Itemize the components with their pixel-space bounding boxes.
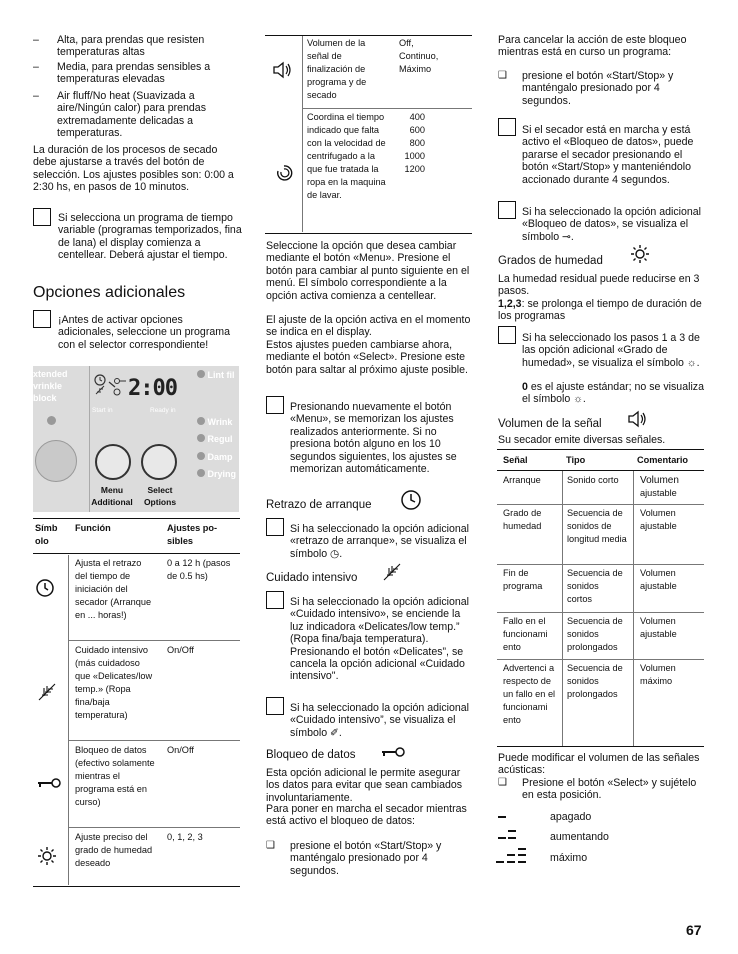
note-box	[498, 201, 516, 219]
table-divider	[562, 471, 563, 746]
note-box	[33, 310, 51, 328]
speaker-icon	[272, 61, 294, 84]
grados-steps: 1,2,3: se prolonga el tiempo de duración de los programas	[498, 298, 702, 323]
row-rule	[68, 740, 240, 741]
ready-in-label: Ready in	[150, 407, 176, 414]
table-cell-settings: On/Off	[167, 645, 194, 655]
speaker-icon	[627, 410, 649, 433]
row-rule	[497, 564, 704, 565]
table-top-rule	[265, 35, 472, 36]
checkbox-icon: ❑	[266, 840, 275, 851]
volumen-sub: Su secador emite diversas señales.	[498, 434, 666, 446]
sun-icon	[37, 846, 57, 871]
clock-icon	[35, 578, 55, 603]
vol-cell: Secuencia de sonidos cortos	[567, 568, 623, 604]
vol-header-signal: Señal	[503, 455, 528, 465]
feather-icon	[382, 562, 404, 587]
grados-zero: 0 es el ajuste estándar; no se visualiza el símbolo ☼.	[522, 381, 704, 406]
table-header-function: Función	[75, 523, 111, 533]
bloqueo-bullet: presione el botón «Start/Stop» y manténgalo presionado por 4 segundos.	[290, 840, 442, 877]
control-panel-image: xtended vrinkle block 2:00 Start in Ready in Menu Additional Select Options Lint fil Wrink Regul Damp Drying	[33, 366, 239, 512]
table-bottom-rule	[265, 233, 472, 234]
bullet-item: – Air fluff/No heat (Suavizada a aire/Ningún calor) para prendas extremadamente delicadas a temperaturas.	[33, 90, 206, 140]
indicator-light	[47, 416, 56, 425]
bullet-item: – Alta, para prendas que resisten temperaturas altas	[33, 34, 205, 59]
vol-cell: Secuencia de sonidos prolongados	[567, 663, 623, 699]
vol-cell: Sonido corto	[567, 475, 619, 485]
table-cell-function: Bloqueo de datos (efectivo solamente mientras el programa está en curso)	[75, 745, 155, 807]
menu-label: Menu Additional	[91, 485, 133, 507]
table-divider	[302, 36, 303, 232]
select-label: Select Options	[143, 485, 177, 507]
table-bottom-rule	[497, 746, 704, 747]
note-box	[498, 118, 516, 136]
table-cell-function: Cuidado intensivo (más cuidadoso que «Delicates/low temp.» (Ropa fina/baja temperatura)	[75, 645, 153, 720]
table-header-settings: Ajustes po- sibles	[167, 523, 218, 546]
key-icon	[380, 745, 406, 764]
table-header-rule	[497, 470, 704, 471]
row-rule	[497, 659, 704, 660]
row-rule	[68, 640, 240, 641]
retrazo-heading: Retrazo de arranque	[266, 499, 372, 511]
vol-cell: Advertenci a respecto de un fallo en el funcionami ento	[503, 663, 556, 725]
bloqueo-text-2: Para poner en marcha el secador mientras está activo el bloqueo de datos:	[266, 803, 467, 828]
table-cell-function: Volumen de la señal de finalización de programa y de secado	[307, 38, 367, 100]
table-header-rule	[33, 553, 240, 554]
note-selected: Si ha seleccionado la opción adicional «Bloqueo de datos», se visualiza el símbolo ⊸.	[522, 206, 702, 243]
panel-left-labels: xtended vrinkle block	[33, 369, 68, 403]
menu-button[interactable]	[95, 444, 131, 480]
vol-cell: Volumen ajustable	[640, 616, 677, 639]
vol-cell: Secuencia de sonidos de longitud media	[567, 508, 627, 544]
table-cell-function: Ajusta el retrazo del tiempo de iniciación del secador (Arranque en ... horas!)	[75, 558, 152, 620]
vol-header-comment: Comentario	[637, 455, 689, 465]
table-cell-function: Coordina el tiempo indicado que falta con la velocidad de centrifugado a la que fue tratada la ropa en la maquina de lavar.	[307, 112, 386, 200]
modify-paragraph: Puede modificar el volumen de las señales acústicas:	[498, 752, 700, 777]
bloqueo-heading: Bloqueo de datos	[266, 749, 356, 761]
bullet-item: – Media, para prendas sensibles a temperaturas elevadas	[33, 61, 211, 86]
modify-bullet: Presione el botón «Select» y sujételo en esta posición.	[522, 777, 697, 802]
select-paragraph: Seleccione la opción que desea cambiar mediante el botón «Menu». Presione el botón para cambiar al punto siguiente en el menú. El símbolo correspondiente a la opción activa comienza a centellear.	[266, 240, 470, 302]
vol-cell: Arranque	[503, 475, 541, 485]
table-cell-settings: Off, Continuo, Máximo	[399, 38, 439, 74]
sun-icon	[630, 244, 650, 269]
row-rule	[497, 612, 704, 613]
row-rule	[497, 504, 704, 505]
vol-cell: Volumen ajustable	[640, 568, 677, 591]
vol-cell: Secuencia de sonidos prolongados	[567, 616, 623, 652]
table-cell-settings: 400 600 800 1000 1200	[404, 112, 425, 174]
note-press-text: Presionando nuevamente el botón «Menu», se memorizan los ajustes realizados anteriormente. Si no presiona botón alguno en los 10 segundos siguientes, los ajustes se memorizan automáticamente.	[290, 401, 457, 476]
table-top-rule	[33, 518, 240, 519]
grados-text: La humedad residual puede reducirse en 3 pasos.	[498, 273, 700, 298]
page-number: 67	[686, 922, 702, 938]
vol-cell: Volumen ajustable	[640, 475, 679, 498]
row-rule	[68, 827, 240, 828]
clock-icon	[400, 489, 422, 516]
cancel-bullet: presione el botón «Start/Stop» y manténgalo presionado por 4 segundos.	[522, 70, 674, 107]
section-heading: Opciones adicionales	[33, 284, 186, 301]
start-in-label: Start in	[92, 407, 113, 414]
note-box	[266, 697, 284, 715]
vol-cell: Fin de programa	[503, 568, 543, 591]
grados-note: Si ha seleccionado los pasos 1 a 3 de las opción adicional «Grado de humedad», se visualiza el símbolo ☼.	[522, 332, 700, 369]
note-variable-text: Si selecciona un programa de tiempo variable (programas temporizados, fina de lana) el display comienza a centellear. Deberá ajustar el tiempo.	[58, 212, 242, 262]
table-cell-function: Ajuste preciso del grado de humedad deseado	[75, 832, 153, 868]
level-label: apagado	[550, 811, 592, 823]
table-top-rule	[497, 449, 704, 450]
grados-heading: Grados de humedad	[498, 255, 603, 267]
note-box	[266, 591, 284, 609]
key-icon	[36, 776, 62, 795]
row-rule	[302, 108, 472, 109]
level-max-icon	[496, 846, 532, 873]
bloqueo-text-1: Esta opción adicional le permite asegurar los datos para evitar que sean cambiados involuntariamente.	[266, 767, 463, 804]
checkbox-icon: ❑	[498, 70, 507, 81]
cuidado-heading: Cuidado intensivo	[266, 572, 358, 584]
retrazo-note: Si ha seleccionado la opción adicional «retrazo de arranque», se visualiza el símbolo ◷.	[290, 523, 470, 560]
level-label: aumentando	[550, 831, 609, 843]
vol-cell: Grado de humedad	[503, 508, 542, 531]
cuidado-note-2: Si ha seleccionado la opción adicional «Cuidado intensivo”, se visualiza el símbolo ✐.	[290, 702, 470, 739]
cuidado-note-1: Si ha seleccionado la opción adicional «Cuidado intensivo», se enciende la luz indicadora «Delicates/low temp.” (Ropa fina/baja temperatura). Presionando el botón «Delicates”, se cancela la opción adicional «Cuidado intensivo".	[290, 596, 470, 683]
vol-cell: Fallo en el funcionami ento	[503, 616, 548, 652]
display-time: 2:00	[128, 376, 177, 401]
note-running: Si el secador está en marcha y está activo el «Bloqueo de datos», puede pararse el secador presionando el botón «Start/Stop» y manteniéndolo accionado durante 4 segundos.	[522, 124, 694, 186]
vol-header-type: Tipo	[566, 455, 586, 465]
change-paragraph: Estos ajustes pueden cambiarse ahora, mediante el botón «Select». Presione este botón para saltar al próximo ajuste posible.	[266, 339, 468, 376]
note-box	[266, 518, 284, 536]
vol-cell: Volumen máximo	[640, 663, 676, 686]
volumen-heading: Volumen de la señal	[498, 418, 602, 430]
note-box	[266, 396, 284, 414]
feather-icon	[37, 682, 59, 707]
table-divider	[633, 471, 634, 746]
table-bottom-rule	[33, 886, 240, 887]
table-cell-settings: On/Off	[167, 745, 194, 755]
table-divider	[68, 555, 69, 885]
level-label: máximo	[550, 852, 588, 864]
note-activate-text: ¡Antes de activar opciones adicionales, seleccione un programa con el selector correspondiente!	[58, 314, 230, 351]
duration-paragraph: La duración de los procesos de secado debe ajustarse a través del botón de selección. Los ajustes posibles son: 0:00 a 2:30 hs, en pasos de 10 minutos.	[33, 144, 234, 194]
spin-icon	[275, 163, 293, 188]
knob	[35, 440, 77, 482]
select-button[interactable]	[141, 444, 177, 480]
table-header-symbol: Símb olo	[35, 523, 58, 546]
table-cell-settings: 0, 1, 2, 3	[167, 832, 203, 842]
checkbox-icon: ❑	[498, 777, 507, 788]
note-box	[498, 326, 516, 344]
active-paragraph: El ajuste de la opción activa en el momento se indica en el display.	[266, 314, 471, 339]
table-cell-settings: 0 a 12 h (pasos de 0.5 hs)	[167, 558, 231, 581]
cancel-paragraph: Para cancelar la acción de este bloqueo mientras está en curso un programa:	[498, 34, 687, 59]
note-box	[33, 208, 51, 226]
vol-cell: Volumen ajustable	[640, 508, 677, 531]
level-off-icon	[498, 810, 534, 829]
